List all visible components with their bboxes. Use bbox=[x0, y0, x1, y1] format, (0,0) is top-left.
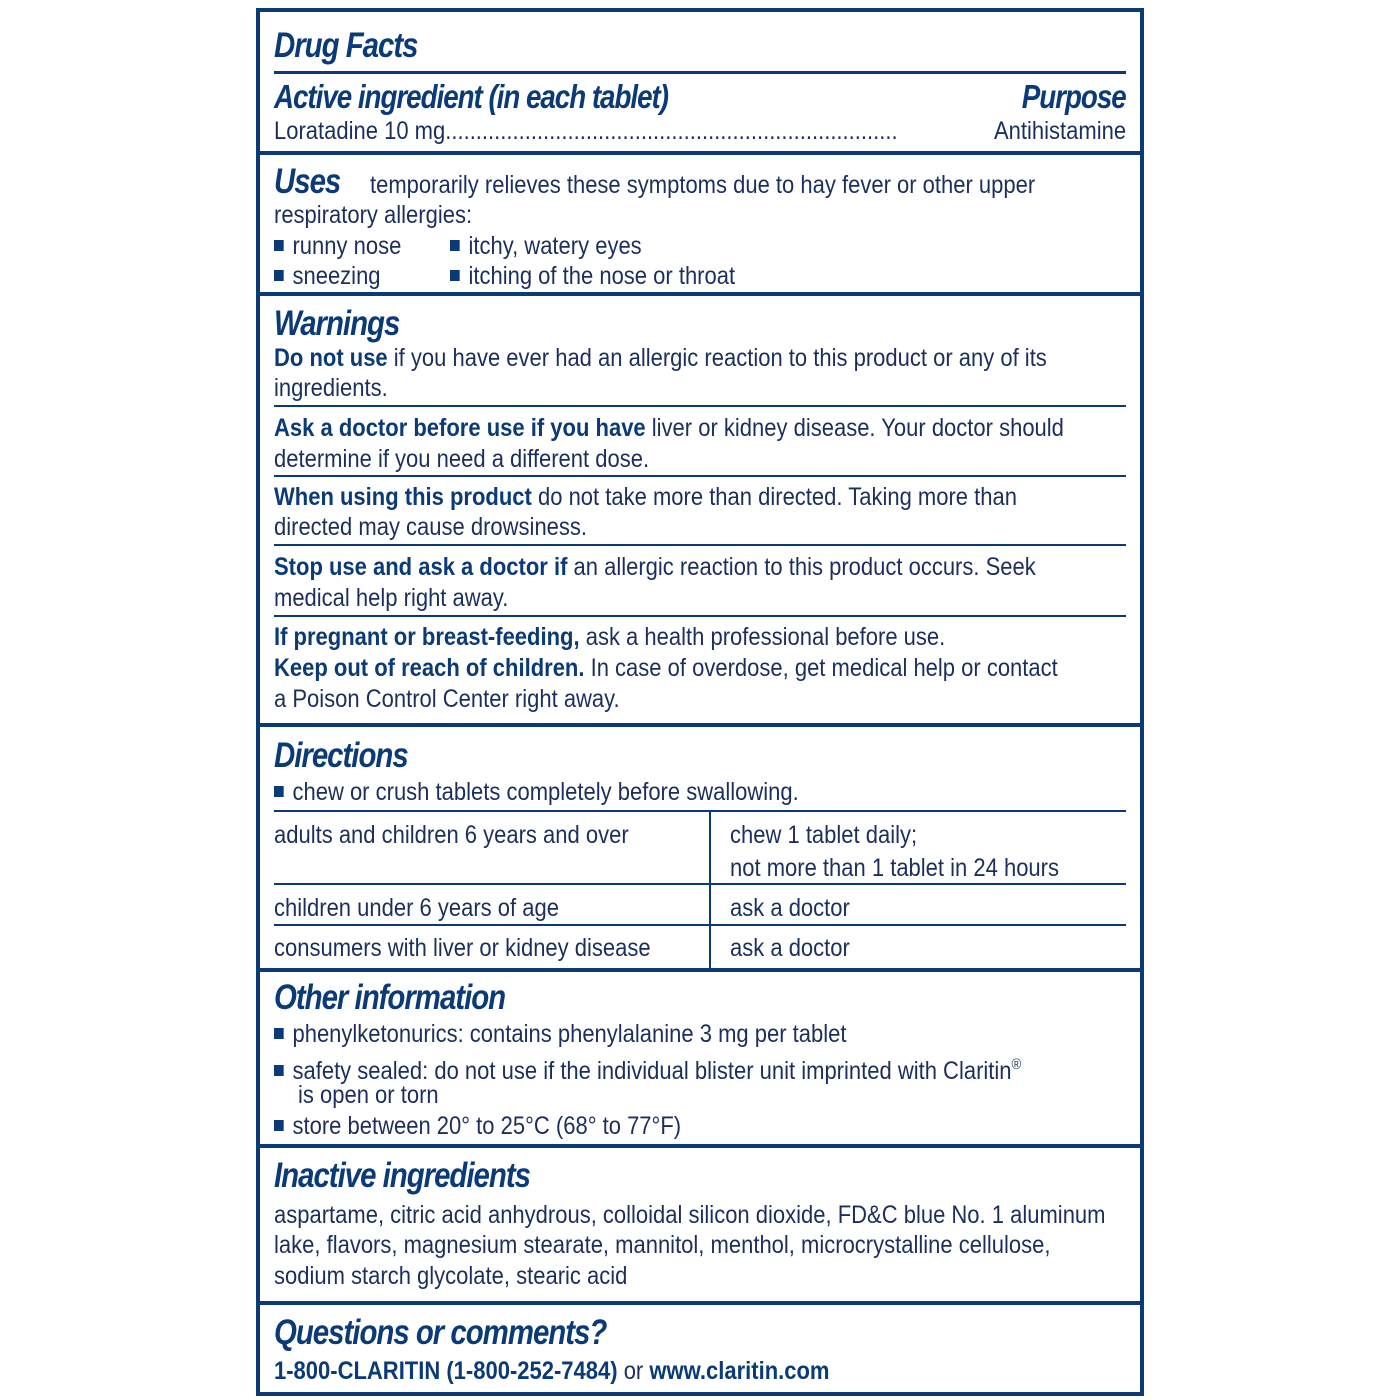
uses-item: sneezing bbox=[274, 261, 381, 291]
warning-pregnant: If pregnant or breast-feeding, ask a health professional before use. bbox=[274, 623, 946, 651]
dosage-who: adults and children 6 years and over bbox=[274, 821, 629, 849]
phone-number[interactable]: 1-800-CLARITIN (1-800-252-7484) bbox=[274, 1357, 618, 1385]
warning-when-using: When using this product do not take more than directed. Taking more than bbox=[274, 483, 1017, 511]
warnings-heading: Warnings bbox=[274, 304, 400, 343]
inactive-line2: lake, flavors, magnesium stearate, mannitol, menthol, microcrystalline cellulose, bbox=[274, 1231, 1051, 1259]
questions-heading: Questions or comments? bbox=[274, 1313, 607, 1352]
uses-item: itchy, watery eyes bbox=[450, 231, 642, 261]
section-divider bbox=[260, 292, 1140, 296]
dosage-amount: chew 1 tablet daily; bbox=[730, 821, 918, 849]
dosage-amount: ask a doctor bbox=[730, 894, 850, 922]
dosage-who: children under 6 years of age bbox=[274, 894, 559, 922]
active-ingredient-heading: Active ingredient (in each tablet) bbox=[274, 78, 668, 115]
warning-stop-use-cont: medical help right away. bbox=[274, 584, 509, 612]
registered-mark: ® bbox=[1011, 1056, 1022, 1073]
uses-intro-line2: respiratory allergies: bbox=[274, 201, 473, 229]
bullet-icon bbox=[274, 1120, 284, 1131]
drug-facts-title: Drug Facts bbox=[274, 26, 418, 65]
table-column-divider bbox=[709, 810, 711, 968]
divider bbox=[274, 544, 1126, 546]
section-divider bbox=[260, 151, 1140, 155]
warning-keep-out: Keep out of reach of children. In case of overdose, get medical help or contact bbox=[274, 654, 1058, 682]
divider bbox=[274, 405, 1126, 407]
ingredient-name: Loratadine 10 mg bbox=[274, 117, 446, 145]
inactive-line3: sodium starch glycolate, stearic acid bbox=[274, 1262, 628, 1290]
bullet-icon bbox=[274, 1065, 284, 1076]
purpose-heading: Purpose bbox=[1022, 78, 1126, 115]
other-info-heading: Other information bbox=[274, 978, 506, 1017]
other-info-item: phenylketonurics: contains phenylalanine 3 mg per tablet bbox=[274, 1019, 847, 1049]
divider bbox=[274, 615, 1126, 617]
section-divider bbox=[260, 1301, 1140, 1305]
warning-do-not-use-cont: ingredients. bbox=[274, 374, 388, 402]
ingredient-purpose: Antihistamine bbox=[993, 117, 1126, 145]
uses-item: runny nose bbox=[274, 231, 401, 261]
bullet-icon bbox=[450, 270, 460, 281]
drug-facts-panel bbox=[256, 8, 1144, 1396]
contact-line: 1-800-CLARITIN (1-800-252-7484) or www.claritin.com bbox=[274, 1357, 830, 1385]
warning-when-using-cont: directed may cause drowsiness. bbox=[274, 513, 588, 541]
warning-ask-doctor-cont: determine if you need a different dose. bbox=[274, 445, 650, 473]
section-divider bbox=[260, 1144, 1140, 1148]
directions-bullet: chew or crush tablets completely before swallowing. bbox=[274, 777, 799, 807]
bullet-icon bbox=[450, 240, 460, 251]
website-link[interactable]: www.claritin.com bbox=[649, 1357, 830, 1385]
inactive-line1: aspartame, citric acid anhydrous, colloidal silicon dioxide, FD&C blue No. 1 aluminum bbox=[274, 1201, 1106, 1229]
warning-keep-out-cont: a Poison Control Center right away. bbox=[274, 685, 620, 713]
bullet-icon bbox=[274, 1028, 284, 1039]
uses-heading: Uses bbox=[274, 162, 341, 201]
warning-ask-doctor: Ask a doctor before use if you have liver or kidney disease. Your doctor should bbox=[274, 414, 1064, 442]
dosage-amount-cont: not more than 1 tablet in 24 hours bbox=[730, 854, 1059, 882]
uses-intro-line1: temporarily relieves these symptoms due to hay fever or other upper bbox=[370, 171, 1036, 199]
active-ingredient-row bbox=[274, 116, 898, 146]
dosage-who: consumers with liver or kidney disease bbox=[274, 934, 651, 962]
other-info-item: safety sealed: do not use if the individual blister unit imprinted with Claritin® bbox=[274, 1050, 1021, 1086]
table-divider bbox=[274, 883, 1126, 885]
bullet-icon bbox=[274, 240, 284, 251]
inactive-heading: Inactive ingredients bbox=[274, 1156, 530, 1195]
bullet-icon bbox=[274, 786, 284, 797]
divider bbox=[274, 475, 1126, 477]
table-divider bbox=[274, 924, 1126, 926]
other-info-item: store between 20° to 25°C (68° to 77°F) bbox=[274, 1111, 681, 1141]
warning-stop-use: Stop use and ask a doctor if an allergic reaction to this product occurs. Seek bbox=[274, 553, 1036, 581]
warning-do-not-use: Do not use if you have ever had an allergic reaction to this product or any of its bbox=[274, 344, 1047, 372]
bullet-icon bbox=[274, 270, 284, 281]
section-divider bbox=[260, 723, 1140, 727]
dosage-amount: ask a doctor bbox=[730, 934, 850, 962]
other-info-item-cont: is open or torn bbox=[298, 1081, 439, 1109]
divider bbox=[274, 71, 1126, 74]
section-divider bbox=[260, 968, 1140, 972]
uses-item: itching of the nose or throat bbox=[450, 261, 735, 291]
table-divider bbox=[274, 810, 1126, 812]
directions-heading: Directions bbox=[274, 736, 408, 775]
leader-dots: .......................................................................... bbox=[445, 117, 898, 145]
